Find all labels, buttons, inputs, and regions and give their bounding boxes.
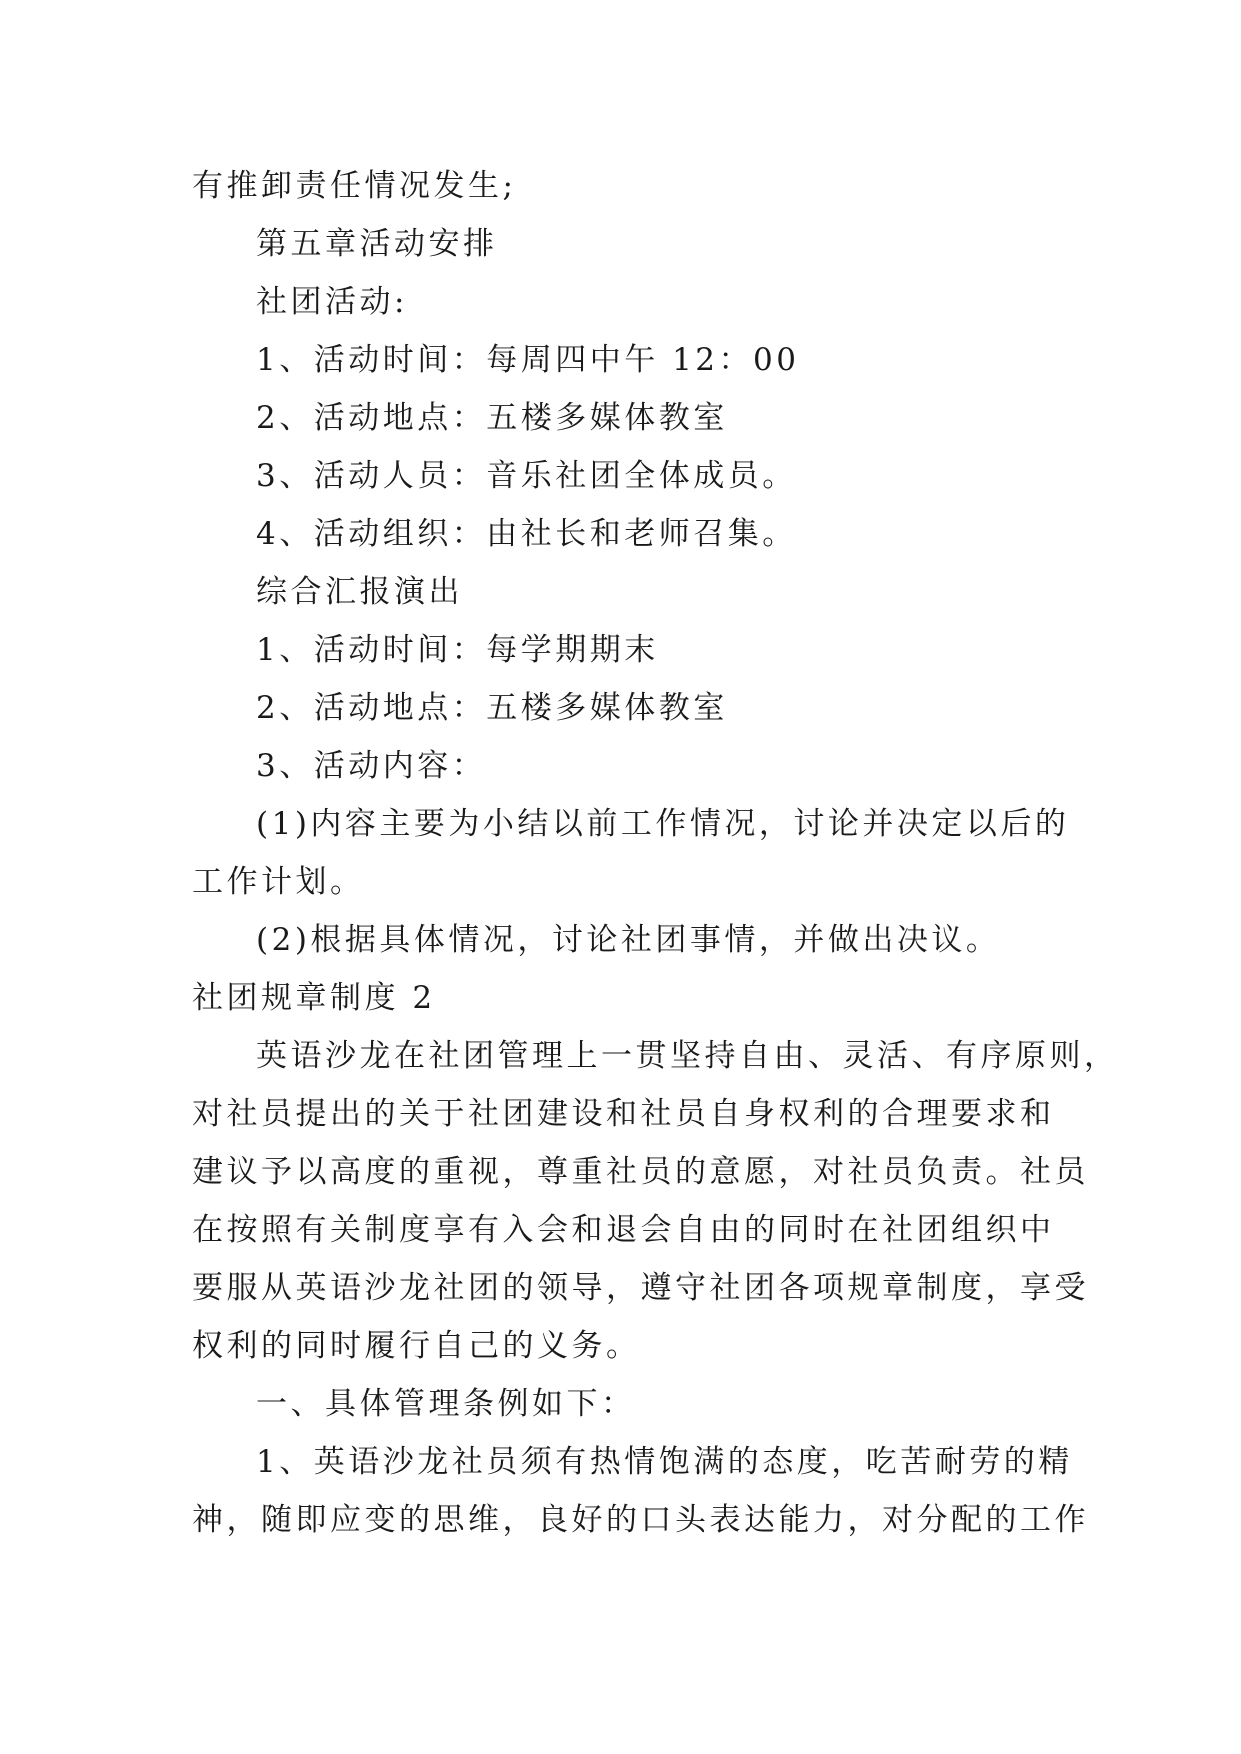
list-item: 3、活动人员：音乐社团全体成员。 xyxy=(256,458,797,494)
section-heading: 综合汇报演出 xyxy=(256,574,463,610)
list-item: 2、活动地点：五楼多媒体教室 xyxy=(256,690,728,726)
paragraph-line: 神，随即应变的思维，良好的口头表达能力，对分配的工作 xyxy=(192,1502,1089,1538)
section-heading: 一、具体管理条例如下： xyxy=(256,1386,636,1422)
text-line: 有推卸责任情况发生; xyxy=(192,168,517,204)
paragraph-line: 建议予以高度的重视，尊重社员的意愿，对社员负责。社员 xyxy=(192,1154,1089,1190)
paragraph-line: 在按照有关制度享有入会和退会自由的同时在社团组织中 xyxy=(192,1212,1055,1248)
list-item: 1、活动时间：每周四中午 12：00 xyxy=(256,342,800,378)
paragraph-line: 对社员提出的关于社团建设和社员自身权利的合理要求和 xyxy=(192,1096,1055,1132)
sub-item: (1)内容主要为小结以前工作情况，讨论并决定以后的 xyxy=(256,806,1070,842)
list-item: 1、英语沙龙社员须有热情饱满的态度，吃苦耐劳的精 xyxy=(256,1444,1073,1480)
list-item: 1、活动时间：每学期期末 xyxy=(256,632,659,668)
list-item: 4、活动组织：由社长和老师召集。 xyxy=(256,516,797,552)
section-heading: 社团活动: xyxy=(256,284,408,320)
chapter-heading: 第五章活动安排 xyxy=(256,226,498,262)
list-item: 2、活动地点：五楼多媒体教室 xyxy=(256,400,728,436)
paragraph-line: 权利的同时履行自己的义务。 xyxy=(192,1328,641,1364)
sub-item: (2)根据具体情况，讨论社团事情，并做出决议。 xyxy=(256,922,1001,958)
paragraph-line: 要服从英语沙龙社团的领导，遵守社团各项规章制度，享受 xyxy=(192,1270,1089,1306)
document-title: 社团规章制度 2 xyxy=(192,980,436,1016)
paragraph-line: 英语沙龙在社团管理上一贯坚持自由、灵活、有序原则， xyxy=(256,1038,1119,1074)
list-item: 3、活动内容： xyxy=(256,748,487,784)
text-line: 工作计划。 xyxy=(192,864,365,900)
